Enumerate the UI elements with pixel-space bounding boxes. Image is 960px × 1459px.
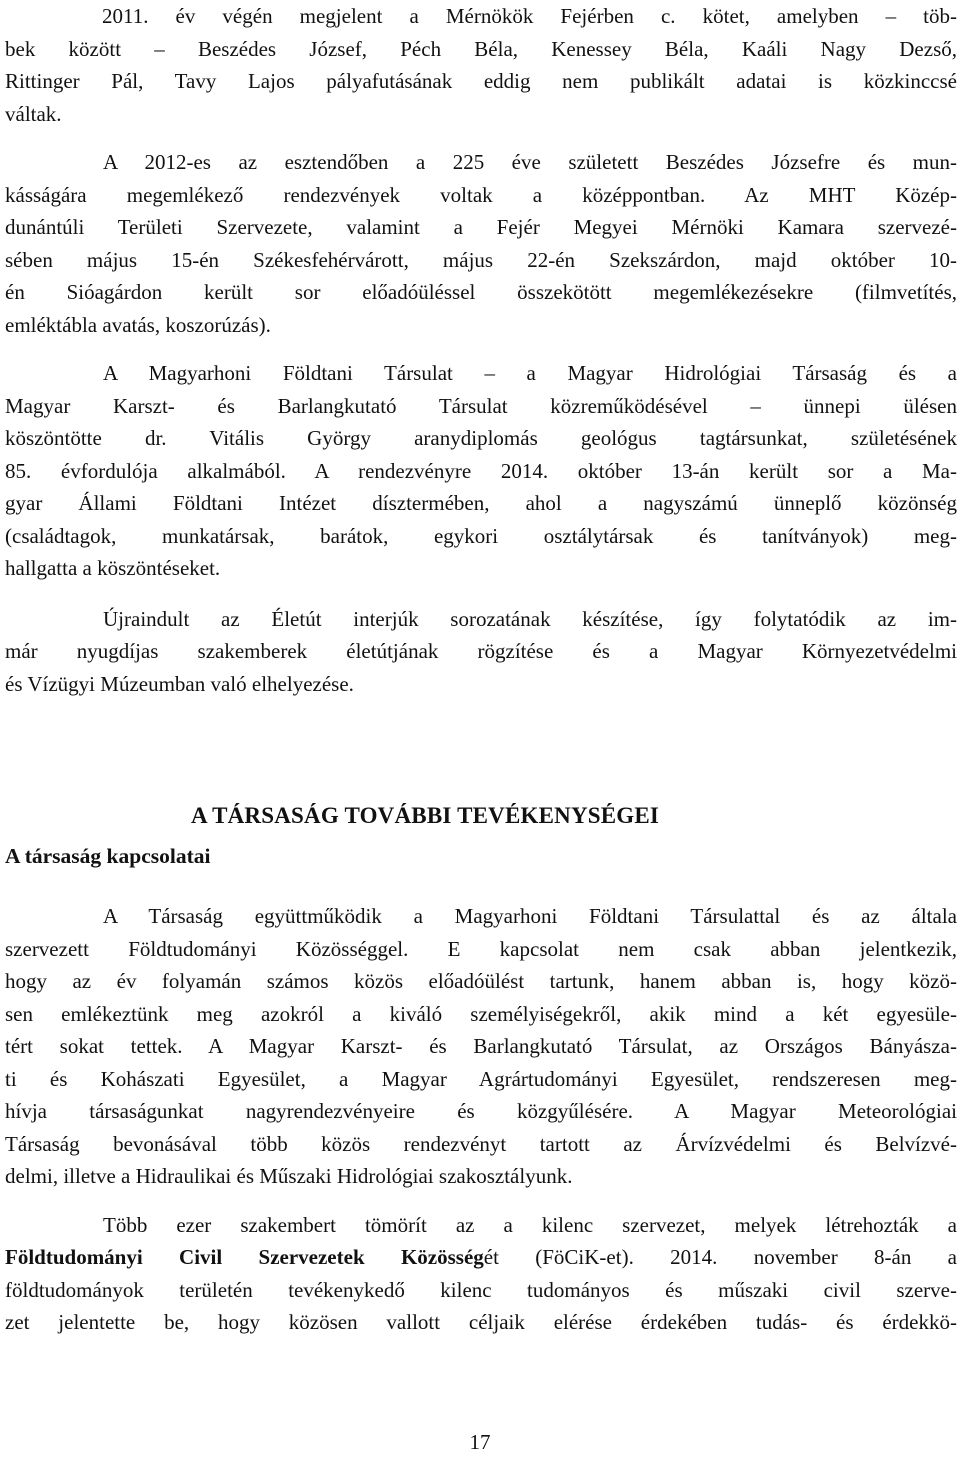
paragraph-beszedes-jozsef <box>5 146 957 341</box>
paragraph-line: tért sokat tettek. A Magyar Karszt- és Barlangkutató Társulat, az Országos Bányásza- <box>5 1034 957 1058</box>
paragraph-line: Magyar Karszt- és Barlangkutató Társulat közreműködésével – ünnepi ülésen <box>5 393 957 418</box>
paragraph-line-rest: ét (FöCiK-et). 2014. november 8-án a <box>483 1245 957 1269</box>
paragraph-line: Társaság bevonásával több közös rendezvényt tartott az Árvízvédelmi és Belvízvé- <box>5 1131 957 1156</box>
paragraph-eletut-interjuk <box>5 603 957 701</box>
document-page <box>5 0 957 1339</box>
paragraph-mernokok-fejerben <box>5 0 957 130</box>
paragraph-line: én Sióagárdon került sor előadóüléssel összekötött megemlékezésekre (filmvetítés, <box>5 280 957 304</box>
paragraph-line: már nyugdíjas szakemberek életútjának rögzítése és a Magyar Környezetvédelmi <box>5 639 957 663</box>
paragraph-line: sen emlékeztünk meg azokról a kiváló személyiségekről, akik mind a két egyesüle- <box>5 1001 957 1026</box>
paragraph-line: A Magyarhoni Földtani Társulat – a Magyar Hidrológiai Társaság és a <box>103 361 957 385</box>
paragraph-line: váltak. <box>5 101 62 126</box>
paragraph-line: 2011. év végén megjelent a Mérnökök Fejérben c. kötet, amelyben – töb- <box>102 4 957 28</box>
paragraph-line: bek között – Beszédes József, Péch Béla, Kenessey Béla, Kaáli Nagy Dezső, <box>5 36 957 61</box>
paragraph-line: delmi, illetve a Hidraulikai és Műszaki Hidrológiai szakosztályunk. <box>5 1164 573 1188</box>
paragraph-line: kásságára megemlékező rendezvények voltak a középpontban. Az MHT Közép- <box>5 182 957 207</box>
paragraph-line: dunántúli Területi Szervezete, valamint a Fejér Megyei Mérnöki Kamara szervezé- <box>5 215 957 239</box>
bold-organization-name: Földtudományi Civil Szervezetek Közösség <box>5 1245 484 1269</box>
paragraph-line: és Vízügyi Múzeumban való elhelyezése. <box>5 671 354 696</box>
paragraph-line: (családtagok, munkatársak, barátok, egykori osztálytársak és tanítványok) meg- <box>5 523 957 548</box>
paragraph-line: Újraindult az Életút interjúk sorozatának készítése, így folytatódik az im- <box>103 606 957 631</box>
paragraph-line: Több ezer szakembert tömörít az a kilenc szervezet, melyek létrehozták a <box>103 1212 957 1237</box>
paragraph-line-with-bold <box>5 1241 957 1274</box>
paragraph-tarsasag-kapcsolatai <box>5 900 957 1193</box>
paragraph-line: emléktábla avatás, koszorúzás). <box>5 312 271 337</box>
paragraph-line: A Társaság együttműködik a Magyarhoni Földtani Társulattal és az általa <box>103 904 957 928</box>
paragraph-line: hogy az év folyamán számos közös előadóülést tartunk, hanem abban is, hogy közö- <box>5 969 957 993</box>
paragraph-line: gyar Állami Földtani Intézet dísztermében, ahol a nagyszámú ünneplő közönség <box>5 491 957 515</box>
paragraph-line: köszöntötte dr. Vitális György aranydiplomás geológus tagtársunkat, születésének <box>5 426 957 450</box>
paragraph-line: Rittinger Pál, Tavy Lajos pályafutásának eddig nem publikált adatai is közkinccsé <box>5 69 957 93</box>
paragraph-line: sében május 15-én Székesfehérvárott, május 22-én Szekszárdon, majd október 10- <box>5 247 957 272</box>
paragraph-line: ti és Kohászati Egyesület, a Magyar Agrártudományi Egyesület, rendszeresen meg- <box>5 1066 957 1091</box>
paragraph-line: 85. évfordulója alkalmából. A rendezvényre 2014. október 13-án került sor a Ma- <box>5 458 957 483</box>
paragraph-line: hallgatta a köszöntéseket. <box>5 556 221 580</box>
paragraph-line: földtudományok területén tevékenykedő kilenc tudományos és műszaki civil szerve- <box>5 1277 957 1302</box>
subsection-heading: A társaság kapcsolatai <box>5 844 211 868</box>
paragraph-focik <box>5 1209 957 1339</box>
paragraph-vitalis-gyorgy <box>5 357 957 585</box>
paragraph-line: hívja társaságunkat nagyrendezvényeire és közgyűlésére. A Magyar Meteorológiai <box>5 1099 957 1123</box>
page-number: 17 <box>469 1430 491 1454</box>
paragraph-line: A 2012-es az esztendőben a 225 éve született Beszédes Józsefre és mun- <box>103 150 957 174</box>
paragraph-line: zet jelentette be, hogy közösen vallott céljaik elérése érdekében tudás- és érdekkö- <box>5 1310 957 1334</box>
paragraph-line: szervezett Földtudományi Közösséggel. E kapcsolat nem csak abban jelentkezik, <box>5 936 957 961</box>
section-heading: A TÁRSASÁG TOVÁBBI TEVÉKENYSÉGEI <box>191 803 660 828</box>
